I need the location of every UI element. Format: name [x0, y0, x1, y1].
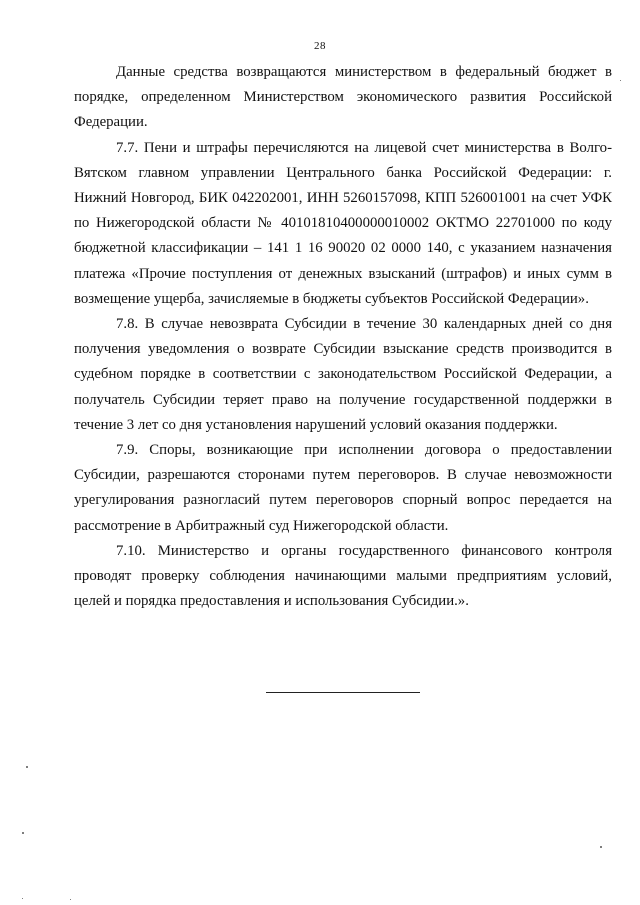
scan-speck — [22, 832, 24, 834]
paragraph-7-9-disputes: 7.9. Споры, возникающие при исполнении договора о предоставлении Субсидии, разрешаются сторонами путем переговоров. В случае невозможности урегулирования разногласий путем переговоров спорный вопрос передается на рассмотрение в Арбитражный суд Нижегородской области. — [74, 442, 612, 534]
scan-speck — [620, 80, 621, 81]
scan-speck — [600, 846, 602, 848]
paragraph-7-7-penalties: 7.7. Пени и штрафы перечисляются на лицевой счет министерства в Волго-Вятском главном управлении Центрального банка Российской Федерации: г. Нижний Новгород, БИК 042202001, ИНН 5260157098, КПП 526001001 на счет УФК по Нижегородской области № 40101810400000010002 ОКТМО 22701000 по коду бюджетной классификации – 141 1 16 90020 02 0000 140, с указанием назначения платежа «Прочие поступления от денежных взысканий (штрафов) и иных сумм в возмещение ущерба, зачисляемые в бюджеты субъектов Российской Федерации». — [74, 139, 612, 307]
paragraph-7-8-non-return: 7.8. В случае невозврата Субсидии в течение 30 календарных дней со дня получения уведомления о возврате Субсидии взыскание средств производится в судебном порядке в соответствии с законодательством Российской Федерации, а получатель Субсидии теряет право на получение государственной поддержки в течение 3 лет со дня установления нарушений условий оказания поддержки. — [74, 316, 612, 433]
page-number: 28 — [314, 40, 326, 52]
scan-speck — [70, 899, 71, 900]
paragraph-funds-return: Данные средства возвращаются министерством в федеральный бюджет в порядке, определенном Министерством экономического развития Российской Федерации. — [74, 64, 612, 131]
document-body — [74, 60, 612, 614]
paragraph-7-10-control: 7.10. Министерство и органы государственного финансового контроля проводят проверку соблюдения начинающими малыми предприятиям условий, целей и порядка предоставления и использования Субсидии.». — [74, 542, 612, 610]
end-divider-line — [266, 692, 420, 693]
scan-speck — [26, 766, 28, 768]
scan-speck — [22, 898, 23, 899]
